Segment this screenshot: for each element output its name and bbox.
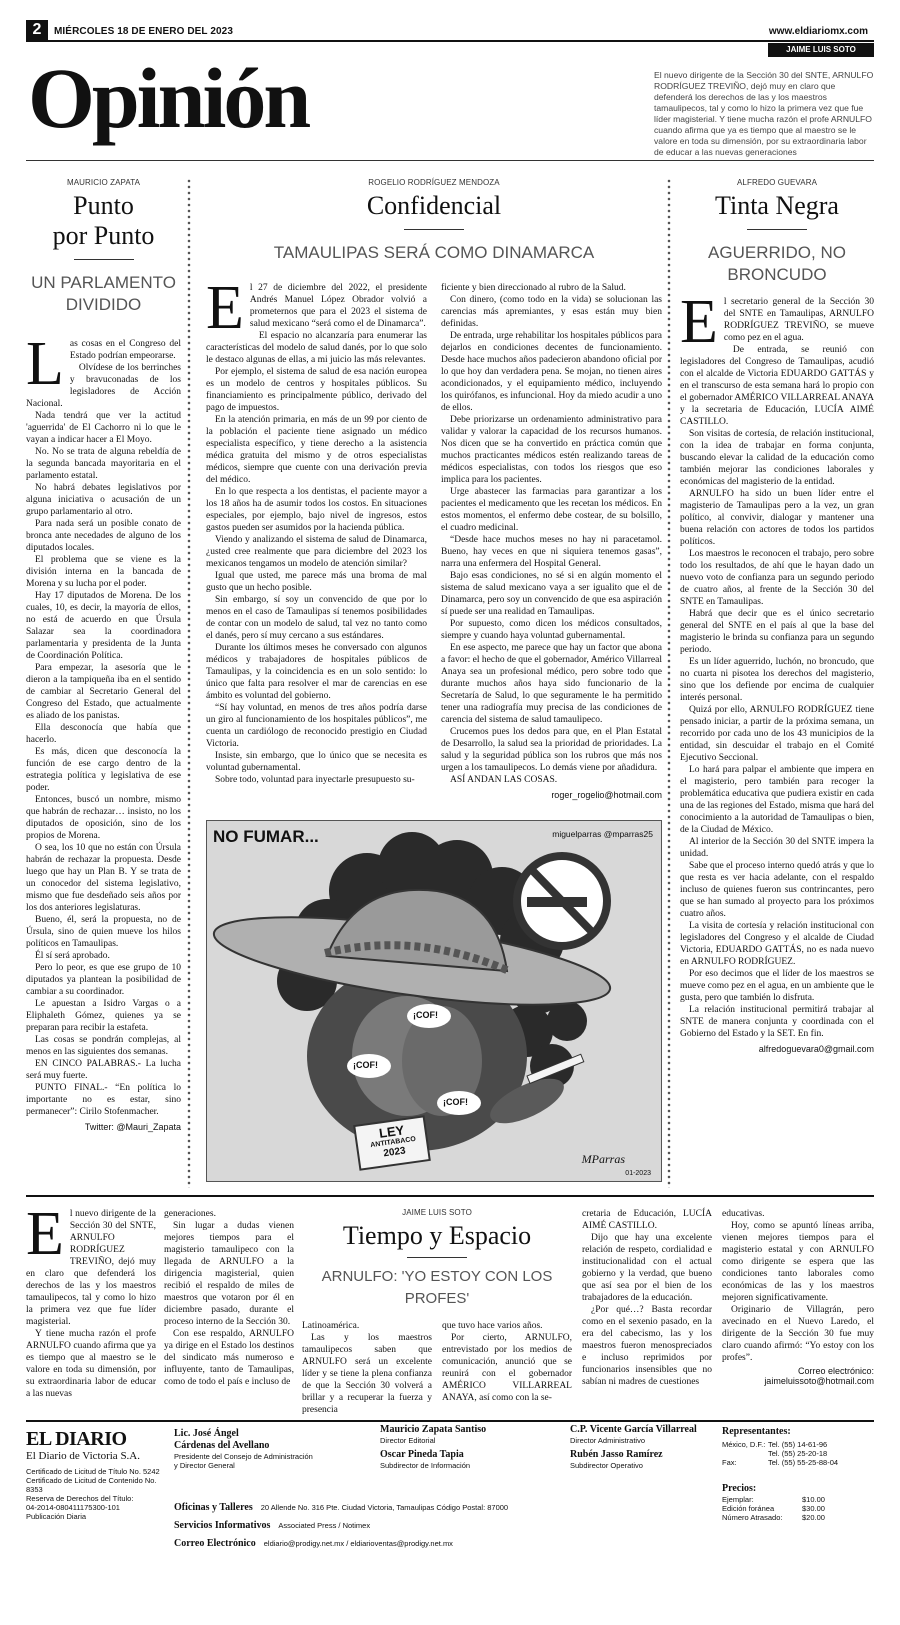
cert-line: Certificado de Licitud de Título No. 5242: [26, 1467, 160, 1476]
paragraph: De entrada, se reunió con legisladores del Congreso de Tamaulipas, acudió con el alcalde de Victoria EDUARDO GATTÁS y en el transcurso de esta semana hará lo propio con el gobernador AMÉRICO VILLARREAL ANAYA y la secretaria de Educación, LUCÍA AIMÉ CASTILLO.: [680, 345, 874, 427]
section-rule: [26, 1195, 874, 1197]
intro-blurb: El nuevo dirigente de la Sección 30 del SNTE, ARNULFO RODRÍGUEZ TREVIÑO, dejó muy en claro que defenderá los derechos de las y los maestros tamaulipecos, tal y como lo hizo la primera vez que fue líder magisterial. Y tiene mucha razón el profe ARNULFO cuando afirma que ya es tiempo que al maestro se le valore en toda su dimensión, por su extraordinaria labor de educar a las nuevas generaciones: [654, 70, 874, 157]
newspaper-logo: EL DIARIO: [26, 1428, 127, 1450]
price-label: Número Atrasado:: [722, 1513, 783, 1522]
column-headline: TAMAULIPAS SERÁ COMO DINAMARCA: [273, 243, 595, 262]
footer-editorial: [380, 1424, 560, 1470]
column-confidencial: [206, 178, 662, 800]
column-signature[interactable]: alfredoguevara0@gmail.com: [758, 1044, 874, 1054]
person-role: Presidente del Consejo de Administración: [174, 1452, 313, 1461]
paragraph: Para nada será un posible conato de bronca ante necedades de alguno de los diputados locales.: [26, 519, 181, 553]
law-sign-line3: 2023: [382, 1145, 407, 1160]
paragraph: Latinoamérica.: [302, 1321, 360, 1331]
price-value: $20.00: [802, 1513, 825, 1522]
paragraph: En la atención primaria, en más de un 99 por ciento de la población el paciente tiene asignado un médico especialista específico, y tiene derecho a la asistencia médica gratuita del mismo y de otros especialistas médicos, siempre que cuente con una derivación previa del médico.: [206, 415, 427, 485]
paragraph: Debe priorizarse un ordenamiento administrativo para validar y valorar la capacidad de los recursos humanos. Nos dicen que se ha convertido en práctica común que muchos practicantes médicos estén realizando tareas de médicos especialistas, con todos los riesgos que eso implica para los pacientes.: [441, 415, 662, 485]
paragraph: Por eso decimos que el líder de los maestros se mueve como pez en el agua, en un ambiente que le gusta, pero que también lo disfruta.: [680, 969, 874, 1003]
paragraph: Por cierto, ARNULFO, entrevistado por los medios de comunicación, anunció que se reunirá con el gobernador AMÉRICO VILLARREAL ANAYA, así como con la se-: [442, 1333, 572, 1403]
column-divider: [666, 178, 672, 1188]
cough-label: ¡COF!: [353, 1060, 378, 1070]
paragraph: cretaria de Educación, LUCÍA AIMÉ CASTILLO.: [582, 1209, 712, 1231]
rep-place: Fax:: [722, 1458, 737, 1467]
column-name-line1: Punto: [73, 191, 134, 220]
tiempo-body-col3: [302, 1320, 432, 1416]
site-url[interactable]: www.eldiariomx.com: [768, 26, 868, 37]
column-body: [680, 288, 874, 1040]
column-headline: UN PARLAMENTO DIVIDIDO: [31, 273, 176, 314]
paragraph: Dijo que hay una excelente relación de respeto, cordialidad e institucionalidad con el actual gobierno y la verdad, que bueno que así sea por el bien de los trabajadores de la educación.: [582, 1233, 712, 1303]
paragraph: Durante los últimos meses he conversado con algunos médicos y trabajadores de hospitales públicos de Tamaulipas, y la coincidencia es en un solo sentido: lo único que falta para resolver el mar de carencias en ese ámbito es voluntad del gobierno.: [206, 643, 427, 701]
paragraph: Para empezar, la asesoría que le dieron a la tampiqueña iba en el sentido de cambiar al Secretario General del Congreso del Estado, que actualmente es aliado de los panistas.: [26, 663, 181, 721]
paragraph: Crucemos pues los dedos para que, en el Plan Estatal de Desarrollo, la salud sea la prioridad de prioridades. La salud y la seguridad pública son los rubros que más nos urgen a los tamaulipecos. Lo demás viene por añadidura.: [441, 727, 662, 773]
rep-tel: Tel. (55) 25-20-18: [768, 1449, 828, 1458]
cert-line: Reserva de Derechos del Título:: [26, 1494, 134, 1503]
column-rule: [747, 229, 807, 230]
cartoon-social: miguelparras @mparras25: [552, 829, 653, 839]
paragraph: “Desde hace muchos meses no hay ni paracetamol. Bueno, hay veces en que ni siquiera tenemos gasas”, narra una enfermera del Hospital General.: [441, 535, 662, 569]
top-rule: [26, 40, 874, 42]
paragraph: Él sí será aprobado.: [35, 951, 110, 961]
column-name: Tinta Negra: [715, 191, 839, 220]
person-role: Director Editorial: [380, 1436, 436, 1445]
cartoon-artist: MParras: [581, 1152, 625, 1166]
column-tinta-negra: [680, 178, 874, 1054]
paragraph: La visita de cortesía y relación institucional con legisladores del Congreso y el alcalde de Ciudad Victoria, EDUARDO GATTÁS, no es nada nuevo en ARNULFO RODRÍGUEZ.: [680, 921, 874, 967]
cartoon-illustration: [207, 821, 662, 1182]
paragraph: Por supuesto, como dicen los médicos consultados, siempre y cuando haya voluntad gubernamental.: [441, 619, 662, 641]
paragraph: Habrá que decir que es el único secretario general del SNTE en el país al que la base del magisterio le brinda su confianza para un segundo periodo.: [680, 609, 874, 655]
signature-label: Correo electrónico:: [797, 1366, 874, 1376]
tiempo-body-col5: [582, 1208, 712, 1388]
person-name: Oscar Pineda Tapia: [380, 1449, 464, 1460]
column-author: JAIME LUIS SOTO: [402, 1208, 472, 1217]
footer-director: [174, 1428, 364, 1470]
paragraph: Los maestros le reconocen el trabajo, pero sobre todo los resultados, de ahí que le hayan dado un nuevo voto de confianza para un segundo periodo de cuatro años, al frente de la Sección 30 del SNTE en Tamaulipas.: [680, 549, 874, 607]
paragraph: En lo que respecta a los dentistas, el paciente mayor a los 18 años ha de asumir todos los costos. En situaciones especiales, por ejemplo, bajo nivel de ingresos, estos gastos pueden ser asumidos por la hacienda pública.: [206, 487, 427, 533]
paragraph: Urge abastecer las farmacias para garantizar a los pacientes el medicamento que les recetan los médicos. En estos momentos, el enfermo debe costear, de su bolsillo, el cuadro medicinal.: [441, 487, 662, 533]
paragraph: que tuvo hace varios años.: [442, 1321, 543, 1331]
column-punto-por-punto: [26, 178, 181, 1132]
drop-cap: E: [680, 288, 718, 356]
paragraph: Son visitas de cortesía, de relación institucional, con la idea de trabajar en forma conjunta, buscando elevar la calidad de la educación como también mejorar las condiciones laborales y económicas del magisterio de la entidad.: [680, 429, 874, 487]
paragraph: ASÍ ANDAN LAS COSAS.: [450, 775, 558, 785]
email-label: Correo Electrónico: [174, 1538, 256, 1549]
column-body-left: [206, 274, 427, 800]
paragraph: En ese aspecto, me parece que hay un factor que abona a favor: el hecho de que el gobernador, Américo Villarreal Anaya sea un profesional médico, pero sobre todo que durante muchos años haya sido funcionario de la Secretaría de Salud, lo que seguramente le ha permitido tener una radiografía muy precisa de las condiciones de carencia del sistema de salud tamaulipeco.: [441, 643, 662, 725]
column-body: [26, 330, 181, 1118]
cartoon-date: 01-2023: [625, 1170, 651, 1177]
paragraph: Le apuestan a Isidro Vargas o a Eliphaleth Gómez, quienes ya se preparan para recibir la estafeta.: [26, 999, 181, 1033]
cough-label: ¡COF!: [443, 1097, 468, 1107]
tiempo-body-col2: [164, 1208, 294, 1388]
newspaper-company: El Diario de Victoria S.A.: [26, 1450, 141, 1462]
person-name: Cárdenas del Avellano: [174, 1440, 270, 1451]
paragraph: PUNTO FINAL.- “En política lo importante no es estar, sino permanecer”: Cirilo Stofenmacher.: [26, 1083, 181, 1117]
services-label: Servicios Informativos: [174, 1520, 271, 1531]
paragraph: l 27 de diciembre del 2022, el presidente Andrés Manuel López Obrador volvió a prometernos que para el 2023 el sistema de salud mexicano “será como el de Dinamarca”.: [249, 283, 427, 329]
date-line: MIÉRCOLES 18 DE ENERO DEL 2023: [54, 26, 233, 37]
rep-place: México, D.F.:: [722, 1440, 766, 1449]
paragraph: Olvídese de los berrinches y bravuconadas de los legisladores de Acción Nacional.: [26, 363, 181, 409]
paragraph: Hoy, como se apuntó líneas arriba, vienen mejores tiempos para el magisterio estatal y con ARNULFO como dirigente se espera que las condiciones tanto laborales como económicas de las y los maestros mejoren significativamente.: [722, 1221, 874, 1303]
person-name: Rubén Jasso Ramírez: [570, 1449, 663, 1460]
drop-cap: E: [26, 1200, 64, 1268]
column-author: ROGELIO RODRÍGUEZ MENDOZA: [368, 178, 500, 187]
header-rule: [26, 160, 874, 161]
paragraph: Sabe que el proceso interno quedó atrás y que lo que resta es ver hacia adelante, con el respaldo incluso de quienes fueron sus contrincantes, pero que se han sumado al proyecto para los próximos cuatro años.: [680, 861, 874, 919]
paragraph: No habrá debates legislativos por alguna iniciativa o acusación de un grupo parlamentario al otro.: [26, 483, 181, 517]
paragraph: as cosas en el Congreso del Estado podrían empeorarse.: [69, 339, 181, 361]
drop-cap: L: [26, 330, 64, 398]
column-headline: AGUERRIDO, NO BRONCUDO: [708, 243, 846, 284]
column-author: ALFREDO GUEVARA: [736, 178, 818, 187]
services-value: Associated Press / Notimex: [278, 1521, 371, 1530]
cough-label: ¡COF!: [413, 1010, 438, 1020]
column-author: MAURICIO ZAPATA: [66, 178, 141, 187]
cartoon-title: NO FUMAR...: [213, 827, 319, 846]
column-signature[interactable]: roger_rogelio@hotmail.com: [551, 790, 662, 800]
cert-line: 04-2014-080411175300-101: [26, 1503, 120, 1512]
person-role: Director Administrativo: [570, 1436, 646, 1445]
paragraph: Entonces, buscó un nombre, mismo que habrán de rechazar… insisto, no los diputados de oposición, sino de los propios de Morena.: [26, 795, 181, 841]
price-label: Ejemplar:: [722, 1495, 754, 1504]
footer-reps: [722, 1426, 874, 1522]
paragraph: Con dinero, (como todo en la vida) se solucionan las carencias más apremiantes, y esas están muy bien definidas.: [441, 295, 662, 329]
tiempo-body-col6: [722, 1208, 874, 1364]
tiempo-header: [302, 1208, 572, 1310]
paragraph: Las cosas se pondrán complejas, al menos en las siguientes dos semanas.: [26, 1035, 181, 1057]
column-rule: [407, 1257, 467, 1258]
person-name: Mauricio Zapata Santiso: [380, 1424, 487, 1435]
column-headline: ARNULFO: 'YO ESTOY CON LOS PROFES': [321, 1268, 553, 1307]
footer-admin: [570, 1424, 720, 1470]
paragraph: Sin lugar a dudas vienen mejores tiempos para el magisterio tamaulipeco con la llegada de ARNULFO a la dirigencia magisterial, quien recibió el respaldo de miles de maestros que votaron por él en diciembre pasado, durante el proceso interno de la Sección 30.: [164, 1221, 294, 1327]
column-name-line2: por Punto: [52, 221, 155, 250]
paragraph: Pero lo peor, es que ese grupo de 10 diputados ya plantean la posibilidad de cambiar a su coordinador.: [26, 963, 181, 997]
law-sign-line1: LEY: [378, 1122, 406, 1141]
paragraph: Al interior de la Sección 30 del SNTE impera la unidad.: [680, 837, 874, 859]
paragraph: Quizá por ello, ARNULFO RODRÍGUEZ tiene pensado iniciar, a partir de la próxima semana, un recorrido por cada uno de los 43 municipios de la entidad, sin descuidar el trabajo en el Comité Ejecutivo Seccional.: [680, 705, 874, 763]
paragraph: Por ejemplo, el sistema de salud de esa nación europea es un modelo de centros y hospitales públicos. Su financiamiento es principalmente público, derivado del pago de impuestos.: [206, 367, 427, 413]
paragraph: “Sí hay voluntad, en menos de tres años podría darse un giro al funcionamiento de los hospitales públicos”, me cuenta un cardiólogo de reconocido prestigio en Ciudad Victoria.: [206, 703, 427, 749]
column-signature[interactable]: jaimeluissoto@hotmail.com: [764, 1376, 874, 1386]
paragraph: EN CINCO PALABRAS.- La lucha será muy fuerte.: [26, 1059, 181, 1081]
paragraph: educativas.: [722, 1209, 765, 1219]
paragraph: Bajo esas condiciones, no sé si en algún momento el sistema de salud mexicano vaya a ser igualito que el de Dinamarca, pero soy un convencido de que esa aspiración sí puede ser una realidad en Tamaulipas.: [441, 571, 662, 617]
offices-address: 20 Allende No. 316 Pte. Ciudad Victoria, Tamaulipas Código Postal: 87000: [260, 1503, 509, 1512]
column-name: Tiempo y Espacio: [342, 1221, 532, 1250]
price-value: $10.00: [802, 1495, 825, 1504]
paragraph: De entrada, urge rehabilitar los hospitales públicos para dejarlos en condiciones decentes de funcionamiento. Desde hace muchos años padecieron abandono oficial por lo que hoy dan verdadera pena. Se mojan, no tienen aires acondicionados, y el equipamiento médico, incluyendo los quirófanos, es infuncional. Hoy da miedo acudir a uno de ellos.: [441, 331, 662, 413]
paragraph: Con ese respaldo, ARNULFO ya dirige en el Estado los destinos del sindicato más numeroso e influyente, tanto de Tamaulipas, como de todo el país e incluso de: [164, 1329, 294, 1387]
paragraph: No. No se trata de alguna rebeldía de la segunda bancada mayoritaria en el parlamento estatal.: [26, 447, 181, 481]
offices-label: Oficinas y Talleres: [174, 1502, 253, 1513]
section-masthead: Opinión: [28, 50, 309, 146]
paragraph: O sea, los 10 que no están con Úrsula habrán de rechazar la propuesta. Desde luego que hay un Plan B. Y se trata de un conocedor del sistema legislativo, mismo que fue desdeñado seis años por los dos anteriores legislaturas.: [26, 843, 181, 913]
author-tag: JAIME LUIS SOTO: [768, 43, 874, 57]
paragraph: Hay 17 diputados de Morena. De los cuales, 10, es decir, la mayoría de ellos, no está de acuerdo en que Úrsula Salazar sea la coordinadora parlamentaria y presidenta de la Junta de Coordinación Política.: [26, 591, 181, 661]
paragraph: ARNULFO ha sido un buen líder entre el magisterio de Tamaulipas pero a la vez, un gran político, al convivir, dialogar y mantener una buena relación con actores de todos los partidos políticos.: [680, 489, 874, 547]
paragraph: El problema que se viene es la división interna en la bancada de Morena y su lucha por el poder.: [26, 555, 181, 589]
paragraph: Es más, dicen que desconocía la función de ese cargo dentro de la estrategia política y legislativa de ese poder.: [26, 747, 181, 793]
cert-line: Certificado de Licitud de Contenido No. 8353: [26, 1476, 157, 1494]
tiempo-body-col1: [26, 1200, 156, 1400]
column-body-right: [441, 282, 662, 786]
paragraph: generaciones.: [164, 1209, 216, 1219]
footer-rule: [26, 1420, 874, 1422]
law-sign-line2: ANTITABACO: [369, 1135, 417, 1150]
paragraph: Lo hará para palpar el ambiente que impera en el magisterio, pero también para recoger la problemática educativa que pudiera existir en cada una de las regiones del Estado, misma que hará del conocimiento a la autoridad de Tamaulipas o bien, de la Ciudad de México.: [680, 765, 874, 835]
paragraph: ficiente y bien direccionado al rubro de la Salud.: [441, 283, 626, 293]
person-role: Subdirector Operativo: [570, 1461, 643, 1470]
price-label: Edición foránea: [722, 1504, 775, 1513]
editorial-cartoon: [206, 820, 662, 1182]
paragraph: Y tiene mucha razón el profe ARNULFO cuando afirma que ya es tiempo que al maestro se le valore en toda su dimensión, por su extraordinaria labor de educar a las nuevas: [26, 1329, 156, 1399]
paragraph: Insiste, sin embargo, que lo único que se necesita es voluntad gubernamental.: [206, 751, 427, 773]
rep-tel: Tel. (55) 14-61-96: [768, 1440, 828, 1449]
reps-label: Representantes:: [722, 1426, 791, 1437]
column-rule: [404, 229, 464, 230]
footer-publisher: [26, 1428, 166, 1521]
paragraph: Sin embargo, sí soy un convencido de que por lo menos en el caso de Tamaulipas sí tenemos posibilidades de contar con un modelo de salud, tal vez no tanto como el danés, pero sí muy cercano a sus estándares.: [206, 595, 427, 641]
column-signature[interactable]: Twitter: @Mauri_Zapata: [84, 1122, 181, 1132]
paragraph: l nuevo dirigente de la Sección 30 del SNTE, ARNULFO RODRÍGUEZ TREVIÑO, dejó muy en claro que defenderá los derechos de las y los maestros tamaulipecos, tal y como lo hizo la primera vez que fue líder magisterial.: [26, 1209, 156, 1327]
paragraph: Nada tendrá que ver la actitud 'aguerrida' de El Cachorro ni lo que le vayan a indicar hacer a El Moyo.: [26, 411, 181, 445]
paragraph: Bueno, él, será la propuesta, no de Úrsula, sino de quien mueve los hilos políticos en Tamaulipas.: [26, 915, 181, 949]
prices-label: Precios:: [722, 1483, 757, 1494]
page-number: 2: [26, 20, 48, 40]
drop-cap: E: [206, 274, 244, 342]
paragraph: Es un líder aguerrido, luchón, no broncudo, que no cuarta ni pisotea los derechos del magisterio, sino que los defiende por encima de cualquier interés personal.: [680, 657, 874, 703]
tiempo-col6-wrap: [722, 1208, 874, 1386]
paragraph: ¿Por qué…? Basta recordar como en el sexenio pasado, en la era del cabecismo, las y los maestros fueron menospreciados e incluso reprimidos por funcionarios insensibles que no sabían ni madres de cuestiones: [582, 1305, 712, 1387]
person-name: C.P. Vicente García Villarreal: [570, 1424, 697, 1435]
paragraph: Viendo y analizando el sistema de salud de Dinamarca, ¿usted cree realmente que para diciembre del 2023 los mexicanos tengamos un modelo de atención similar?: [206, 535, 427, 569]
person-name: Lic. José Ángel: [174, 1428, 239, 1439]
rep-tel: Tel. (55) 55-25-88-04: [768, 1458, 839, 1467]
column-name: Confidencial: [366, 191, 502, 220]
paragraph: La relación institucional permitirá trabajar al SNTE de manera conjunta y coordinada con el Gobierno del Estado y la SET. En fin.: [680, 1005, 874, 1039]
paragraph: Sobre todo, voluntad para inyectarle presupuesto su-: [215, 775, 415, 785]
paragraph: Originario de Villagrán, pero avecinado en el Nuevo Laredo, el dirigente de la Sección 30 fue muy claro cuando afirmó: “Yo estoy con los profes”.: [722, 1305, 874, 1363]
column-divider: [186, 178, 192, 1188]
paragraph: Ella desconocía que había que hacerlo.: [26, 723, 181, 745]
paragraph: El espacio no alcanzaría para enumerar las características del modelo de salud danés, por lo que solo le destaco algunas de ellas, a mi juicio las más relevantes.: [206, 331, 427, 365]
paragraph: Las y los maestros tamaulipecos saben que ARNULFO será un excelente líder y se tiene la plena confianza de que la Sección 30 volverá a brillar y a recuperar la fuerza y presencia: [302, 1333, 432, 1415]
tiempo-body-col4: [442, 1320, 572, 1404]
footer-contact: [174, 1502, 714, 1550]
email-value[interactable]: eldiario@prodigy.net.mx / eldiarioventas@prodigy.net.mx: [263, 1539, 453, 1548]
paragraph: Igual que usted, me parece más una broma de mal gusto que un hecho posible.: [206, 571, 427, 593]
price-value: $30.00: [802, 1504, 825, 1513]
person-role: Subdirector de Información: [380, 1461, 471, 1470]
cert-line: Publicación Diaria: [26, 1512, 87, 1521]
person-role: y Director General: [174, 1461, 235, 1470]
paragraph: l secretario general de la Sección 30 del SNTE en Tamaulipas, ARNULFO RODRÍGUEZ TREVIÑO, se mueve como pez en el agua.: [723, 297, 874, 343]
column-rule: [74, 259, 134, 260]
